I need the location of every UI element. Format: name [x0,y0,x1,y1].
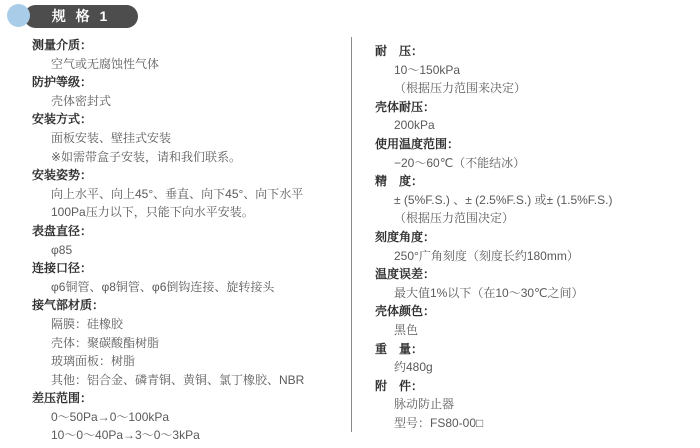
spec-label: 耐 压： [375,44,424,58]
spec-value: 其他：铝合金、磷青铜、黄铜、氯丁橡胶、NBR [51,372,305,387]
section-header [0,0,700,34]
spec-value: 250°广角刻度（刻度长约180mm） [394,248,579,263]
spec-value: φ85 [51,242,73,257]
spec-label: 安装方式： [32,112,93,127]
spec-value: 隔膜：硅橡胶 [51,316,124,331]
spec-column-right [375,42,693,432]
spec-label: 刻度角度： [375,229,436,244]
spec-label: 防护等级： [32,75,93,90]
spec-value: 玻璃面板：树脂 [51,354,136,369]
spec-value: 壳体密封式 [51,93,112,108]
spec-label: 精 度： [375,174,424,189]
spec-value: φ6铜管、φ8铜管、φ6倒钩连接、旋转接头 [51,279,275,294]
spec-value: 约480g [394,360,433,375]
spec-value: 黑色 [394,322,419,337]
spec-value: 向上水平、向上45°、垂直、向下45°、向下水平 [51,186,304,201]
spec-value: 壳体：聚碳酸酯树脂 [51,335,160,350]
spec-label: 安装姿势： [32,168,93,183]
spec-value: 脉动防止器 [394,397,455,412]
spec-label: 使用温度范围： [375,136,460,151]
spec-value: 空气或无腐蚀性气体 [51,56,160,71]
spec-label: 壳体颜色： [375,304,436,319]
spec-label: 壳体耐压： [375,99,436,114]
spec-value: −20～60℃（不能结冰） [394,155,526,170]
spec-label: 差压范围： [32,391,93,406]
spec-value: （根据压力范围决定） [394,211,515,226]
spec-value: 型号：FS80-00□ [394,415,484,430]
bullet-circle-icon [7,4,30,27]
spec-value: 面板安装、壁挂式安装 [51,130,172,145]
spec-label: 测量介质： [32,38,93,52]
page-title: 规 格 1 [51,8,111,24]
spec-value: 0～50Pa→0～100kPa [51,409,170,424]
spec-value: ± (5%F.S.) 、± (2.5%F.S.) 或± (1.5%F.S.) [394,192,613,207]
spec-label: 表盘直径： [32,223,93,238]
spec-value: 200kPa [394,118,435,133]
column-divider [351,37,352,432]
spec-column-left [32,36,344,445]
section-title-banner [24,5,138,28]
spec-value: （根据压力范围来决定） [394,81,527,96]
spec-label: 温度误差： [375,267,436,282]
spec-value: 100Pa压力以下，只能下向水平安装。 [51,205,254,220]
spec-label: 连接口径： [32,261,93,276]
spec-value: 10～0～40Pa→3～0～3kPa [51,428,200,443]
spec-value: 最大值1%以下（在10～30℃之间） [394,285,584,300]
spec-label: 接气部材质： [32,298,105,313]
spec-label: 附 件： [375,378,424,393]
spec-value: ※如需带盒子安装，请和我们联系。 [51,149,242,164]
spec-label: 重 量： [375,341,424,356]
spec-value: 10～150kPa [394,62,461,77]
